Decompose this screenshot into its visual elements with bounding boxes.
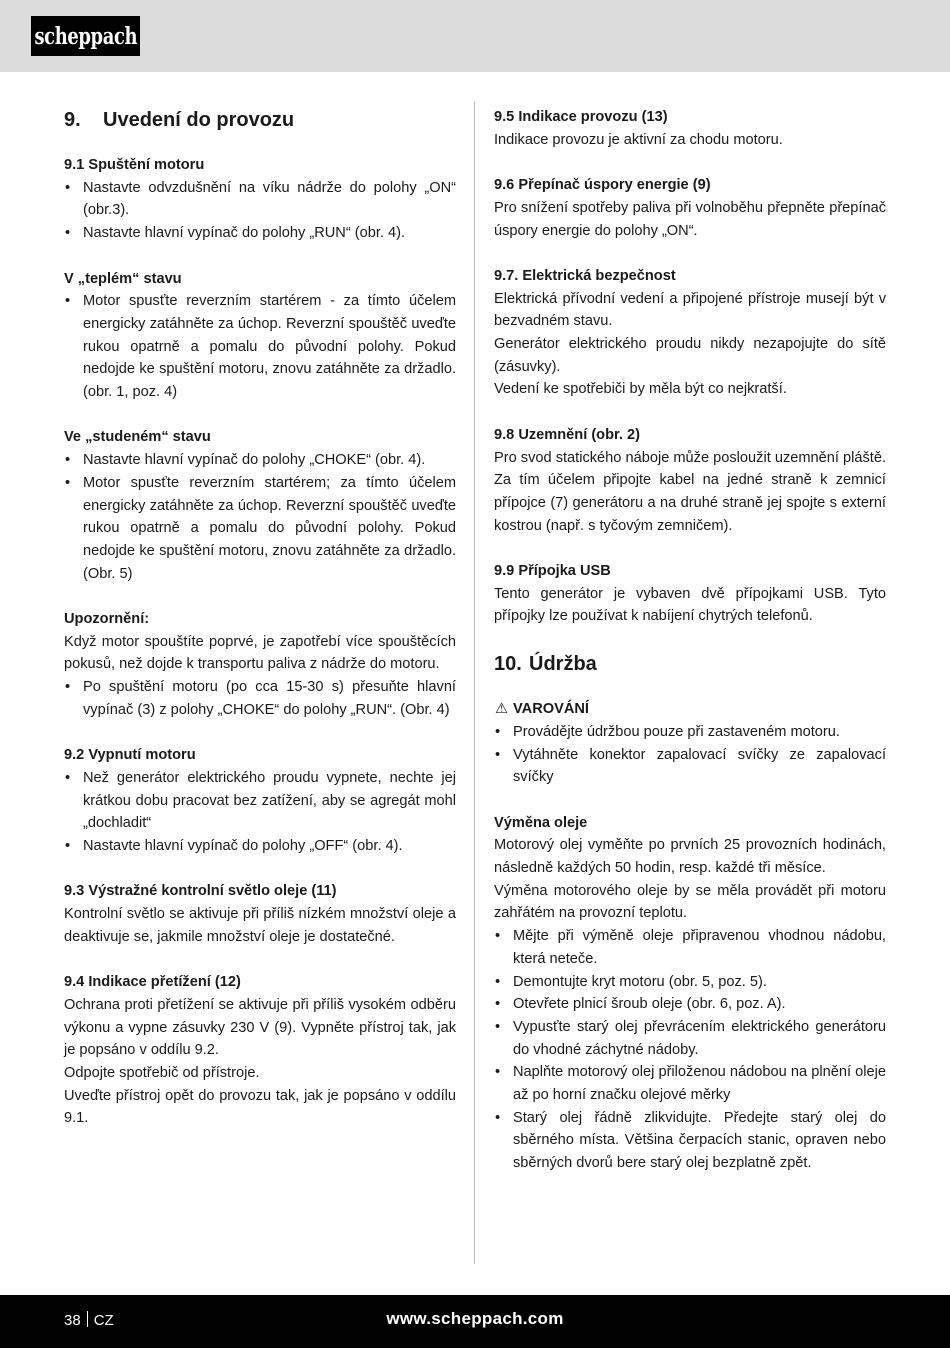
list-item: • Nastavte hlavní vypínač do polohy „OFF“ (obr. 4). bbox=[64, 835, 456, 858]
text-9-3: Kontrolní světlo se aktivuje při příliš nízkém množství oleje a deaktivuje se, jakmile množství oleje je dostatečné. bbox=[64, 906, 456, 945]
list-item: • Nastavte hlavní vypínač do polohy „RUN“ (obr. 4). bbox=[64, 222, 456, 245]
language-code: CZ bbox=[93, 1312, 114, 1329]
list-9-1 bbox=[64, 177, 456, 245]
list-item: • Vytáhněte konektor zapalovací svíčky ze zapalovací svíčky bbox=[494, 744, 886, 789]
column-divider bbox=[474, 102, 475, 1264]
text-9-7-p2: Generátor elektrického proudu nikdy nezapojujte do sítě (zásuvky). bbox=[494, 336, 886, 375]
section-title-10: 10. Údržba bbox=[494, 653, 597, 676]
list-item: • Než generátor elektrického proudu vypnete, nechte jej krátkou dobu pracovat bez zatížení, aby se agregát mohl „dochladit“ bbox=[64, 767, 456, 835]
heading-9-8: 9.8 Uzemnění (obr. 2) bbox=[494, 426, 640, 443]
section-title: 9. Uvedení do provozu bbox=[64, 109, 295, 131]
list-notice bbox=[64, 676, 456, 721]
list-warning bbox=[494, 721, 886, 789]
text-9-5: Indikace provozu je aktivní za chodu motoru. bbox=[494, 131, 783, 148]
left-column bbox=[64, 106, 456, 1130]
website-url: www.scheppach.com bbox=[386, 1309, 564, 1328]
heading-9-3: 9.3 Výstražné kontrolní světlo oleje (11) bbox=[64, 883, 337, 900]
heading-9-9: 9.9 Přípojka USB bbox=[494, 563, 611, 579]
list-item: • Po spuštění motoru (po cca 15-30 s) přesuňte hlavní vypínač (3) z polohy „CHOKE“ do polohy „RUN“. (Obr. 4) bbox=[64, 676, 456, 721]
heading-9-7: 9.7. Elektrická bezpečnost bbox=[494, 267, 676, 284]
list-item: • Mějte při výměně oleje připravenou vhodnou nádobu, která neteče. bbox=[494, 925, 886, 970]
header-bar bbox=[0, 0, 950, 72]
text-9-7-p1: Elektrická přívodní vedení a připojené přístroje musejí být v bezvadném stavu. bbox=[494, 290, 886, 330]
scheppach-logo: scheppach bbox=[31, 16, 140, 56]
list-item: • Nastavte odvzdušnění na víku nádrže do polohy „ON“ (obr.3). bbox=[64, 177, 456, 222]
list-item: • Provádějte údržbou pouze při zastaveném motoru. bbox=[494, 721, 886, 744]
list-item: • Otevřete plnicí šroub oleje (obr. 6, poz. A). bbox=[494, 993, 886, 1016]
list-oil-change bbox=[494, 925, 886, 1175]
warning-heading: ⚠ VAROVÁNÍ bbox=[494, 698, 886, 721]
text-9-8: Pro svod statického náboje může posloužit uzemnění pláště. Za tím účelem připojte kabel na jedné straně k zemnicí přípojce (7) generátoru a na druhé straně jej spojte s externí kostrou (např. s tyčovým zemničem). bbox=[494, 449, 886, 534]
heading-9-1: 9.1 Spuštění motoru bbox=[64, 157, 205, 173]
text-oil-p2: Výměna motorového oleje by se měla provádět při motoru zahřátém na provozní teplotu. bbox=[494, 882, 886, 922]
list-9-2 bbox=[64, 767, 456, 858]
footer-bar bbox=[0, 1295, 950, 1348]
notice-text: Když motor spouštíte poprvé, je zapotřebí více spouštěcích pokusů, než dojde k transportu paliva z nádrže do motoru. bbox=[64, 633, 456, 673]
heading-notice: Upozornění: bbox=[64, 611, 150, 628]
text-oil-p1: Motorový olej vyměňte po prvních 25 provozních hodinách, následně každých 50 hodin, resp. každé tři měsíce. bbox=[494, 837, 886, 877]
right-column bbox=[494, 106, 886, 1175]
text-9-6: Pro snížení spotřeby paliva při volnoběhu přepněte přepínač úspory energie do polohy „ON“. bbox=[494, 199, 886, 239]
heading-9-5: 9.5 Indikace provozu (13) bbox=[494, 109, 668, 125]
heading-oil-change: Výměna oleje bbox=[494, 814, 588, 831]
text-9-7-p3: Vedení ke spotřebiči by měla být co nejkratší. bbox=[494, 381, 787, 398]
list-item: • Naplňte motorový olej přiloženou nádobou na plnění oleje až po horní značku olejové měrky bbox=[494, 1061, 886, 1106]
list-item: • Demontujte kryt motoru (obr. 5, poz. 5). bbox=[494, 971, 886, 994]
list-item: • Starý olej řádně zlikvidujte. Předejte starý olej do sběrného místa. Většina čerpacích stanic, opraven nebo sběrných dvorů bere starý olej bezplatně zpět. bbox=[494, 1107, 886, 1175]
page-number: 38 bbox=[64, 1312, 81, 1329]
list-item: • Motor spusťte reverzním startérem; za tímto účelem energicky zatáhněte za úchop. Reverzní spouštěč uveďte rukou opatrně a pomalu do původní polohy. Pokud nedojde ke spuštění motoru, znovu zatáhněte za držadlo. (Obr. 5) bbox=[64, 472, 456, 586]
heading-9-4: 9.4 Indikace přetížení (12) bbox=[64, 974, 241, 991]
heading-cold-state: Ve „studeném“ stavu bbox=[64, 429, 211, 446]
heading-9-2: 9.2 Vypnutí motoru bbox=[64, 747, 196, 764]
heading-warm-state: V „teplém“ stavu bbox=[64, 270, 182, 287]
text-9-4-p2: Odpojte spotřebič od přístroje. bbox=[64, 1065, 260, 1082]
heading-9-6: 9.6 Přepínač úspory energie (9) bbox=[494, 177, 711, 194]
list-item: • Vypusťte starý olej převrácením elektrického generátoru do vhodné záchytné nádoby. bbox=[494, 1016, 886, 1061]
list-item: • Nastavte hlavní vypínač do polohy „CHOKE“ (obr. 4). bbox=[64, 449, 456, 472]
warning-triangle-icon: ⚠ bbox=[494, 701, 509, 718]
list-warm-state bbox=[64, 290, 456, 404]
text-9-4-p1: Ochrana proti přetížení se aktivuje při příliš vysokém odběru výkonu a vypne zásuvky 230 V (9). Vypněte přístroj tak, jak je popsáno v oddílu 9.2. bbox=[64, 996, 456, 1059]
text-9-9: Tento generátor je vybaven dvě přípojkami USB. Tyto přípojky lze používat k nabíjení chytrých telefonů. bbox=[494, 585, 886, 625]
list-cold-state bbox=[64, 449, 456, 585]
text-9-4-p3: Uveďte přístroj opět do provozu tak, jak je popsáno v oddílu 9.1. bbox=[64, 1087, 456, 1127]
list-item: • Motor spusťte reverzním startérem - za tímto účelem energicky zatáhněte za úchop. Reverzní spouštěč uveďte rukou opatrně a pomalu do původní polohy. Pokud nedojde ke spuštění motoru, znovu zatáhněte za držadlo. (obr. 1, poz. 4) bbox=[64, 290, 456, 404]
